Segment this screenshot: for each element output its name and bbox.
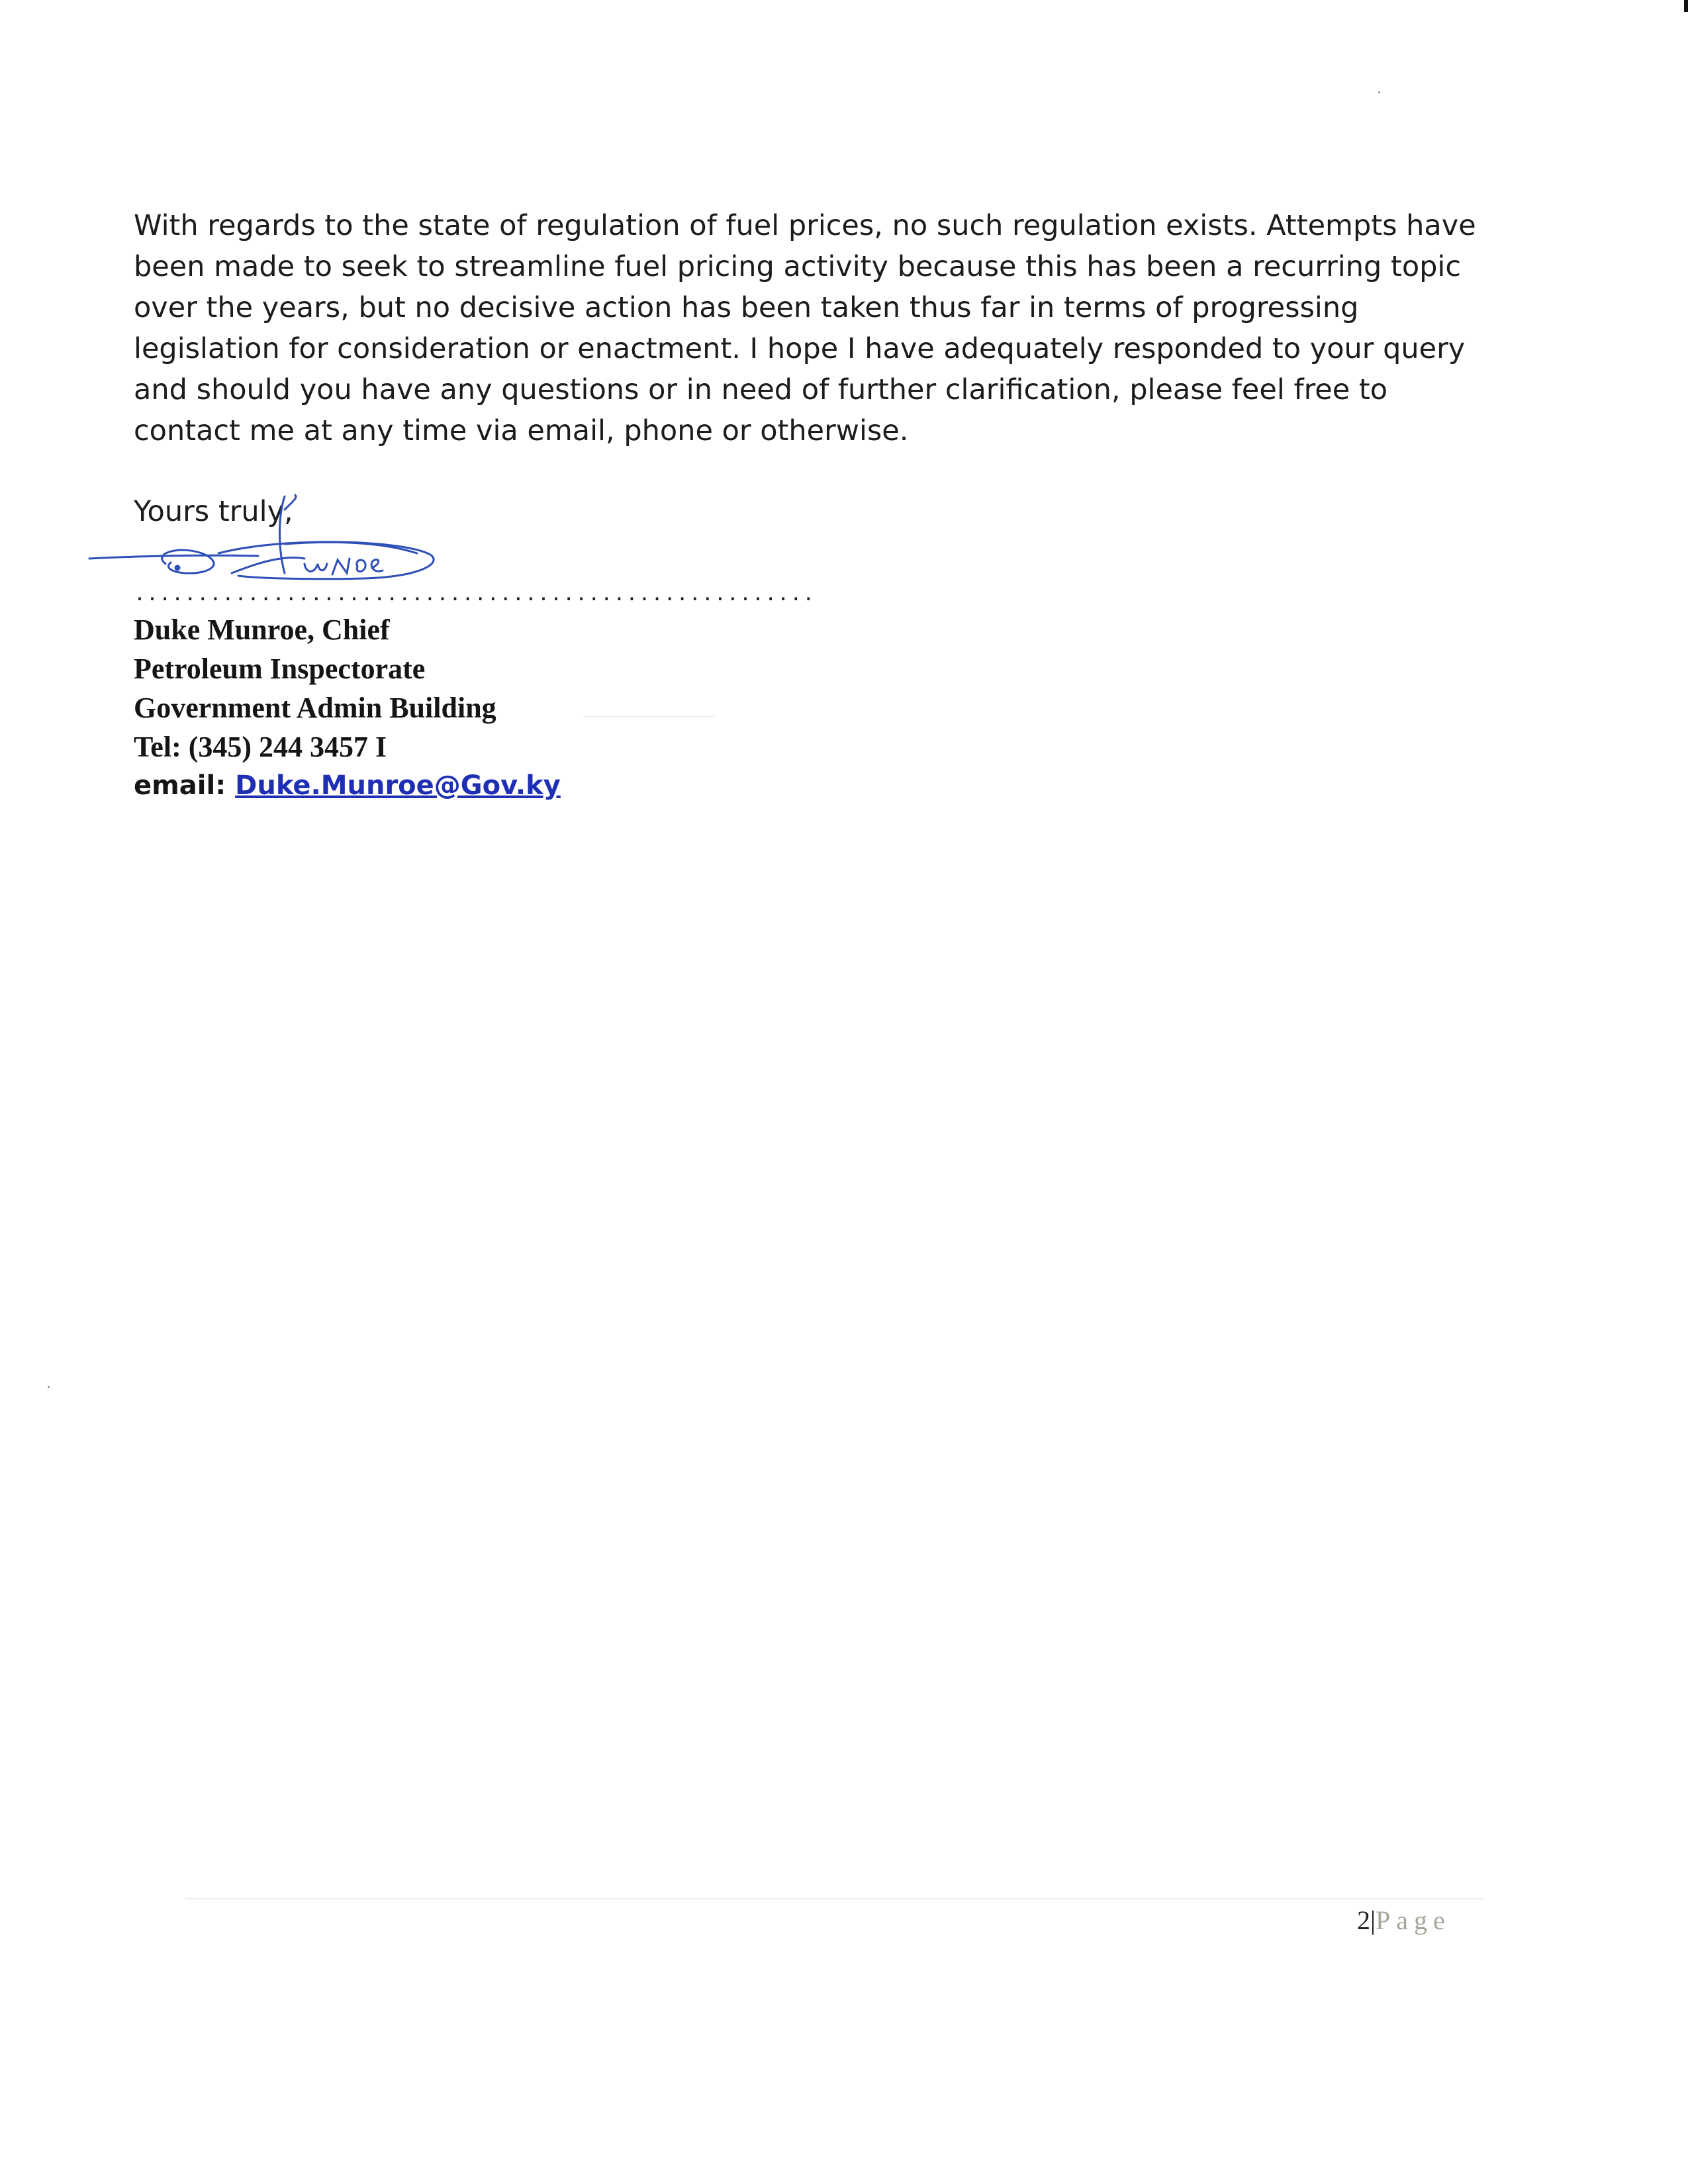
scan-artifact-line <box>583 716 715 717</box>
page-number: 2 <box>1357 1905 1370 1935</box>
signature-dotted-line: ...................................................... <box>134 582 816 606</box>
email-label: email: <box>134 770 236 801</box>
closing-salutation: Yours truly, <box>134 495 293 528</box>
email-link[interactable]: Duke.Munroe@Gov.ky <box>235 770 561 801</box>
page-number-footer <box>1357 1905 1451 1936</box>
page-edge-mark <box>1684 0 1688 12</box>
page-separator: | <box>1370 1905 1376 1935</box>
page-word: Page <box>1376 1905 1451 1935</box>
letter-body-paragraph: With regards to the state of regulation of fuel prices, no such regulation exists. Attempts have been made to seek to streamline fuel pricing activity because this has been a recurring topic over the years, but no decisive action has been taken thus far in terms of progressing legislation for consideration or enactment. I hope I have adequately responded to your query and should you have any questions or in need of further clarification, please feel free to contact me at any time via email, phone or otherwise. <box>134 209 1476 447</box>
signatory-email-line <box>134 766 561 805</box>
signatory-building: Government Admin Building <box>134 692 496 724</box>
scan-speck <box>48 1386 50 1388</box>
signatory-department: Petroleum Inspectorate <box>134 653 426 685</box>
footer-divider <box>185 1898 1483 1899</box>
signatory-name-title: Duke Munroe, Chief <box>134 614 390 646</box>
scan-speck <box>1378 91 1380 93</box>
signature-block <box>134 610 561 805</box>
signatory-telephone: Tel: (345) 244 3457 I <box>134 731 387 763</box>
